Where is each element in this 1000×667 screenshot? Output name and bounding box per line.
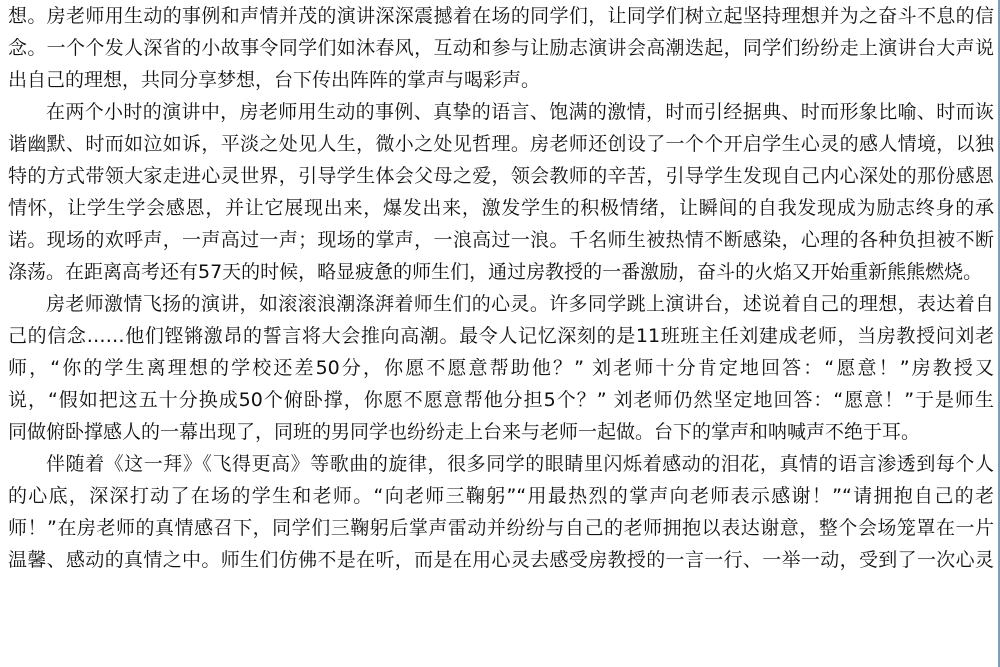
text-line: 温馨、感动的真情之中。师生们仿佛不是在听，而是在用心灵去感受房教授的一言一行、一举一动，受到了一次心灵 [8, 549, 994, 571]
paragraph-start-line: 房老师激情飞扬的演讲，如滚滚浪潮涤湃着师生们的心灵。许多同学跳上演讲台，述说着自己的理想，表达着自 [46, 293, 994, 315]
text-line: 师！”在房老师的真情感召下，同学们三鞠躬后掌声雷动并纷纷与自己的老师拥抱以表达谢意，整个会场笼罩在一片 [8, 517, 994, 539]
text-line: 师，“你的学生离理想的学校还差50分，你愿不愿意帮助他？” 刘老师十分肯定地回答：“愿意！”房教授又 [8, 357, 994, 379]
text-line: 情怀，让学生学会感恩，并让它展现出来，爆发出来，激发学生的积极情绪，让瞬间的自我发现成为励志终身的承 [8, 197, 994, 219]
text-line: 的心底，深深打动了在场的学生和老师。“向老师三鞠躬”“用最热烈的掌声向老师表示感谢！”“请拥抱自己的老 [8, 485, 994, 507]
text-line: 想。房老师用生动的事例和声情并茂的演讲深深震撼着在场的同学们，让同学们树立起坚持理想并为之奋斗不息的信 [8, 5, 994, 27]
paragraph-start-line: 伴随着《这一拜》《飞得更高》等歌曲的旋律，很多同学的眼睛里闪烁着感动的泪花，真情的语言渗透到每个人 [46, 453, 994, 475]
text-line: 特的方式带领大家走进心灵世界，引导学生体会父母之爱，领会教师的辛苦，引导学生发现自己内心深处的那份感恩 [8, 165, 994, 187]
text-line: 谐幽默、时而如泣如诉，平淡之处见人生，微小之处见哲理。房老师还创设了一个个开启学生心灵的感人情境，以独 [8, 133, 994, 155]
text-line: 出自己的理想，共同分享梦想，台下传出阵阵的掌声与喝彩声。 [8, 69, 541, 91]
text-line: 念。一个个发人深省的小故事令同学们如沐春风，互动和参与让励志演讲会高潮迭起，同学们纷纷走上演讲台大声说 [8, 37, 994, 59]
paragraph-start-line: 在两个小时的演讲中，房老师用生动的事例、真挚的语言、饱满的激情，时而引经据典、时而形象比喻、时而诙 [46, 101, 994, 123]
text-line: 同做俯卧撑感人的一幕出现了，同班的男同学也纷纷走上台来与老师一起做。台下的掌声和呐喊声不绝于耳。 [8, 421, 921, 443]
frame-border [998, 0, 999, 667]
text-line: 说，“假如把这五十分换成50个俯卧撑，你愿不愿意帮他分担5个？” 刘老师仍然坚定地回答：“愿意！”于是师生 [8, 389, 994, 411]
text-line: 诺。现场的欢呼声，一声高过一声；现场的掌声，一浪高过一浪。千名师生被热情不断感染，心理的各种负担被不断 [8, 229, 994, 251]
text-line: 涤荡。在距离高考还有57天的时候，略显疲惫的师生们，通过房教授的一番激励，奋斗的火焰又开始重新熊熊燃烧。 [8, 261, 983, 283]
text-line: 己的信念……他们铿锵激昂的誓言将大会推向高潮。最令人记忆深刻的是11班班主任刘建成老师，当房教授问刘老 [8, 325, 994, 347]
